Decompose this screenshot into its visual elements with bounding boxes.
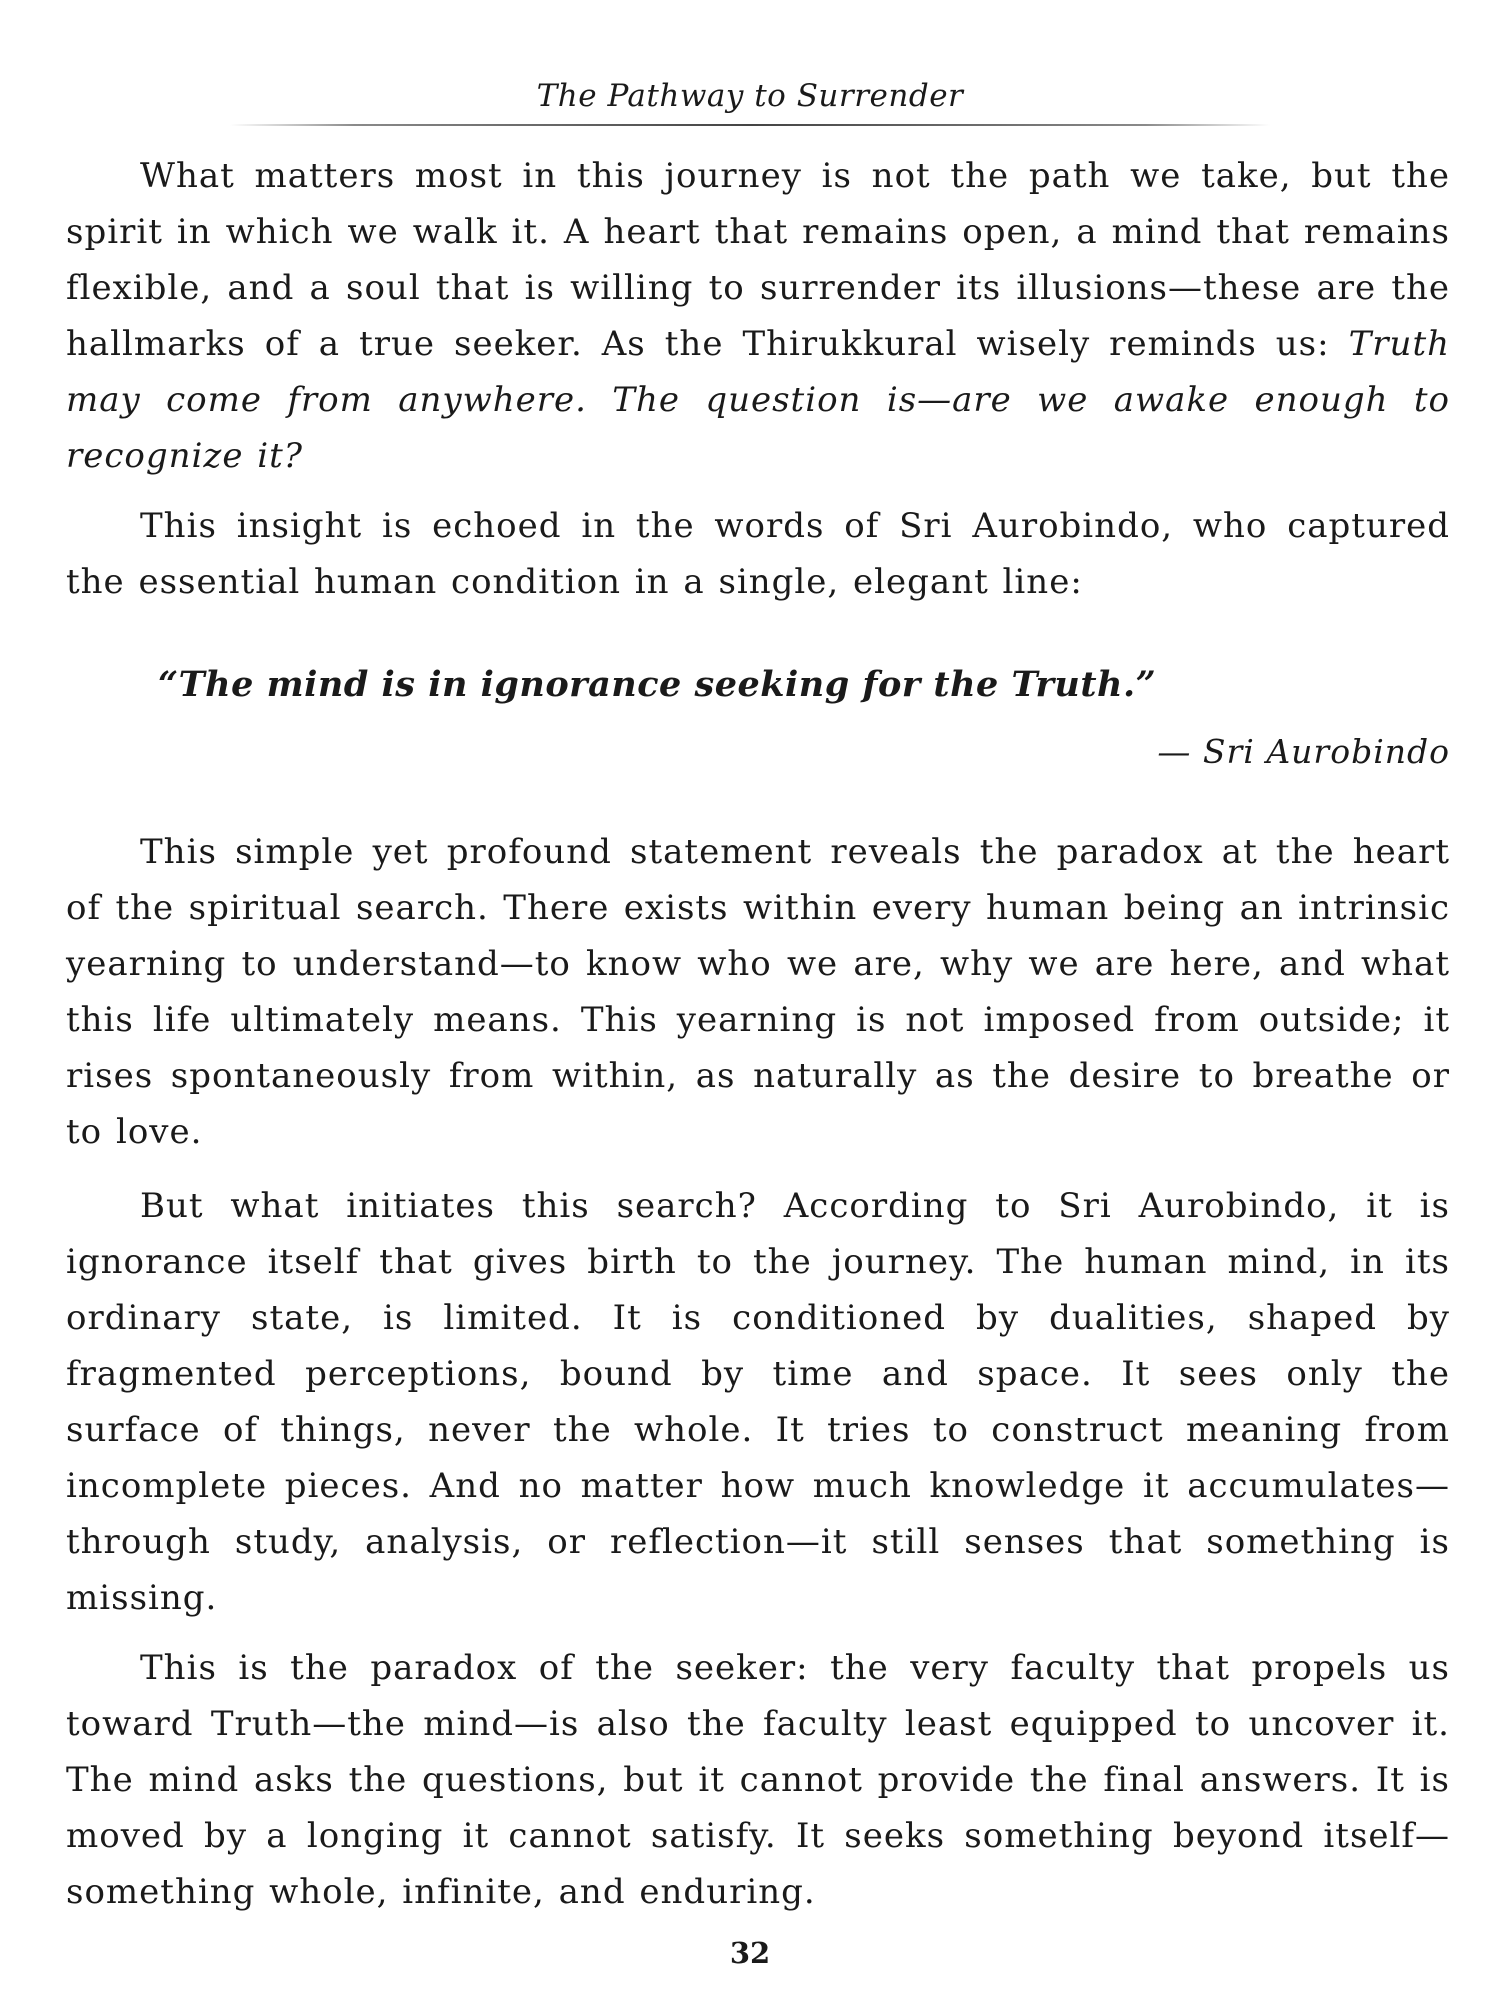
- paragraph-4: [66, 1178, 1450, 1626]
- paragraph-3: [66, 824, 1450, 1160]
- paragraph-1: [66, 148, 1450, 484]
- paragraph-2-text: This insight is echoed in the words of Sri Aurobindo, who captured the essential human condition in a single, elegant line:: [66, 506, 1450, 602]
- paragraph-1-italic-quote: Truth may come from anywhere. The question is—are we awake enough to recognize it?: [66, 324, 1450, 476]
- running-head-title: The Pathway to Surrender: [536, 78, 964, 114]
- paragraph-3-text: This simple yet profound statement reveals the paradox at the heart of the spiritual search. There exists within every human being an intrinsic yearning to understand—to know who we are, why we are here, and what this life ultimately means. This yearning is not imposed from outside; it rises spontaneously from within, as naturally as the desire to breathe or to love.: [66, 832, 1450, 1152]
- paragraph-4-text: But what initiates this search? According to Sri Aurobindo, it is ignorance itself that gives birth to the journey. The human mind, in its ordinary state, is limited. It is conditioned by dualities, shaped by fragmented perceptions, bound by time and space. It sees only the surface of things, never the whole. It tries to construct meaning from incomplete pieces. And no matter how much knowledge it accumulates—through study, analysis, or reflection—it still senses that something is missing.: [66, 1186, 1450, 1618]
- pull-quote: “The mind is in ignorance seeking for the Truth.”: [158, 664, 1157, 705]
- header-rule: [230, 124, 1270, 126]
- paragraph-2: [66, 498, 1450, 610]
- page-number: 32: [729, 1936, 771, 1970]
- paragraph-5-text: This is the paradox of the seeker: the very faculty that propels us toward Truth—the mind—is also the faculty least equipped to uncover it. The mind asks the questions, but it cannot provide the final answers. It is moved by a longing it cannot satisfy. It seeks something beyond itself—something whole, infinite, and enduring.: [66, 1648, 1450, 1912]
- paragraph-5: [66, 1640, 1450, 1920]
- paragraph-1-text: What matters most in this journey is not the path we take, but the spirit in which we walk it. A heart that remains open, a mind that remains flexible, and a soul that is willing to surrender its illusions—these are the hallmarks of a true seeker. As the Thirukkural wisely reminds us:: [66, 156, 1450, 364]
- quote-attribution: — Sri Aurobindo: [1157, 732, 1450, 771]
